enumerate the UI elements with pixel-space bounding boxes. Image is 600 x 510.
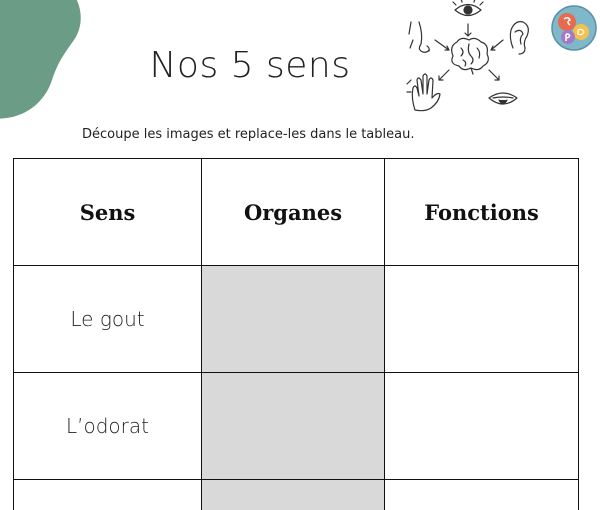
function-drop-cell[interactable] [385, 266, 579, 373]
eye-icon [453, 0, 483, 16]
page-title: Nos 5 sens [149, 45, 351, 86]
instruction-text: Découpe les images et replace-les dans le tableau. [82, 127, 415, 142]
organ-drop-cell[interactable] [202, 373, 385, 480]
header-fonctions: Fonctions [385, 159, 579, 266]
organ-drop-cell[interactable] [202, 480, 385, 510]
header-organes: Organes [202, 159, 385, 266]
senses-table [13, 158, 579, 510]
organ-drop-cell[interactable] [202, 266, 385, 373]
sens-cell [14, 480, 202, 510]
five-senses-illustration [405, 0, 535, 112]
mouth-icon [489, 93, 517, 104]
table-row [14, 266, 579, 373]
sens-cell: L’odorat [14, 373, 202, 480]
header-sens: Sens [14, 159, 202, 266]
table-row [14, 480, 579, 510]
function-drop-cell[interactable] [385, 373, 579, 480]
function-drop-cell[interactable] [385, 480, 579, 510]
brain-icon [452, 38, 489, 74]
sens-cell: Le gout [14, 266, 202, 373]
school-logo [550, 4, 598, 52]
nose-icon [409, 22, 429, 52]
table-header-row [14, 159, 579, 266]
ear-icon [510, 22, 528, 54]
hand-icon [407, 74, 440, 111]
table-row [14, 373, 579, 480]
